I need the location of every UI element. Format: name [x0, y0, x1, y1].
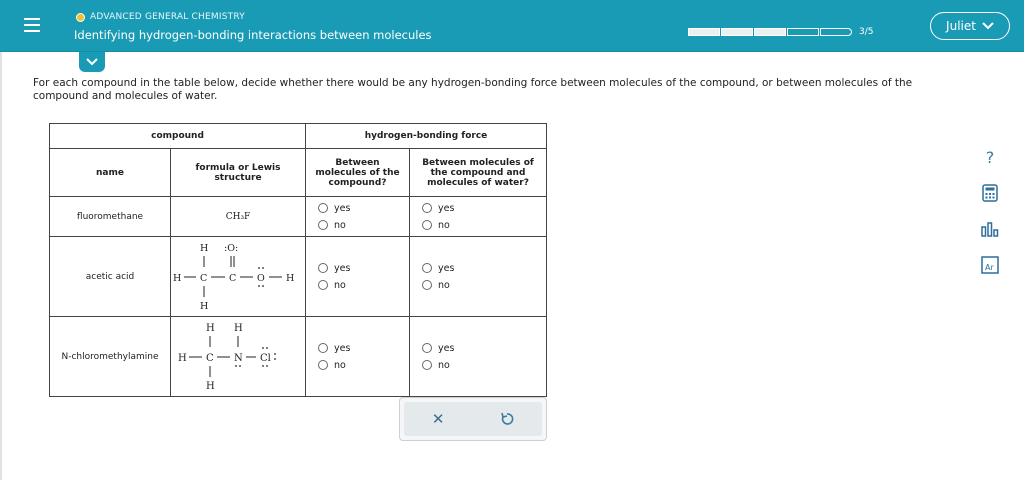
- top-bar: [0, 0, 1024, 52]
- radio-label: yes: [334, 262, 351, 274]
- radio-circle-icon: [422, 203, 432, 213]
- svg-text:N: N: [234, 353, 243, 364]
- radio-circle-icon: [318, 343, 328, 353]
- table-row: [50, 197, 547, 237]
- collapse-toggle-button[interactable]: [79, 52, 105, 72]
- yes-radio[interactable]: [318, 260, 409, 277]
- svg-text::O:: :O:: [224, 243, 239, 254]
- no-radio[interactable]: [422, 357, 546, 374]
- progress-segment: [820, 28, 852, 36]
- radio-circle-icon: [318, 220, 328, 230]
- compound-name: fluoromethane: [50, 197, 171, 237]
- radio-label: no: [438, 359, 450, 371]
- svg-text:C: C: [200, 273, 208, 284]
- status-dot-icon: [76, 13, 85, 22]
- radio-label: no: [334, 359, 346, 371]
- radio-circle-icon: [318, 203, 328, 213]
- svg-text:H: H: [286, 273, 295, 284]
- acetic-acid-lewis-structure: [173, 237, 303, 313]
- course-category: [76, 12, 245, 22]
- yes-radio[interactable]: [422, 260, 546, 277]
- side-toolbar: [979, 146, 1003, 290]
- x-icon[interactable]: ✕: [431, 410, 445, 428]
- periodic-table-icon[interactable]: [979, 254, 1001, 276]
- between-water-column-header: Between molecules of the compound and molecules of water?: [410, 149, 547, 197]
- no-radio[interactable]: [422, 217, 546, 234]
- table-row: [50, 237, 547, 317]
- formula-column-header: formula or Lewis structure: [171, 149, 306, 197]
- compound-lewis-structure: [171, 317, 306, 397]
- table-row: [50, 317, 547, 397]
- progress-segment: [688, 28, 720, 36]
- answer-action-panel: [399, 397, 547, 441]
- svg-text:H: H: [173, 273, 182, 284]
- no-radio[interactable]: [318, 217, 409, 234]
- yes-radio[interactable]: [318, 340, 409, 357]
- user-menu-button[interactable]: [930, 12, 1010, 40]
- radio-circle-icon: [318, 263, 328, 273]
- svg-text:O: O: [257, 273, 265, 284]
- radio-label: yes: [438, 262, 455, 274]
- course-category-label: ADVANCED GENERAL CHEMISTRY: [90, 12, 245, 22]
- svg-text:Cl: Cl: [260, 353, 271, 364]
- radio-circle-icon: [422, 343, 432, 353]
- compound-table: [49, 123, 547, 397]
- radio-label: no: [438, 279, 450, 291]
- water-answer-cell: [410, 237, 547, 317]
- radio-label: no: [438, 219, 450, 231]
- radio-circle-icon: [318, 360, 328, 370]
- no-radio[interactable]: [318, 277, 409, 294]
- yes-radio[interactable]: [422, 340, 546, 357]
- compound-answer-cell: [306, 197, 410, 237]
- svg-text:C: C: [229, 273, 237, 284]
- svg-text:Ar: Ar: [985, 263, 994, 272]
- compound-lewis-structure: [171, 237, 306, 317]
- no-radio[interactable]: [318, 357, 409, 374]
- svg-text:H: H: [234, 323, 243, 334]
- calculator-icon[interactable]: [979, 182, 1001, 204]
- menu-icon[interactable]: [24, 18, 40, 34]
- progress-bar: [688, 27, 873, 37]
- radio-label: no: [334, 279, 346, 291]
- chevron-down-icon: [982, 22, 994, 30]
- compound-answer-cell: [306, 317, 410, 397]
- radio-label: no: [334, 219, 346, 231]
- between-compound-column-header: Between molecules of the compound?: [306, 149, 410, 197]
- radio-circle-icon: [422, 280, 432, 290]
- radio-label: yes: [334, 342, 351, 354]
- compound-name: N-chloromethylamine: [50, 317, 171, 397]
- water-answer-cell: [410, 317, 547, 397]
- compound-group-header: compound: [50, 124, 306, 149]
- compound-answer-cell: [306, 237, 410, 317]
- compound-formula: CH₃F: [171, 197, 306, 237]
- radio-circle-icon: [422, 360, 432, 370]
- yes-radio[interactable]: [318, 200, 409, 217]
- name-column-header: name: [50, 149, 171, 197]
- radio-circle-icon: [422, 263, 432, 273]
- radio-circle-icon: [318, 280, 328, 290]
- compound-name: acetic acid: [50, 237, 171, 317]
- radio-circle-icon: [422, 220, 432, 230]
- chart-icon[interactable]: [979, 218, 1001, 240]
- lesson-title: Identifying hydrogen-bonding interactions between molecules: [74, 28, 432, 42]
- water-answer-cell: [410, 197, 547, 237]
- svg-text:H: H: [178, 353, 187, 364]
- instructions-text: For each compound in the table below, decide whether there would be any hydrogen-bonding force between molecules of the compound, or between molecules of the compound and molecules of water.: [33, 77, 913, 102]
- svg-text:H: H: [200, 301, 209, 312]
- progress-segment: [721, 28, 753, 36]
- no-radio[interactable]: [422, 277, 546, 294]
- radio-label: yes: [438, 202, 455, 214]
- svg-text:H: H: [206, 323, 215, 334]
- help-icon[interactable]: ?: [985, 147, 995, 167]
- radio-label: yes: [438, 342, 455, 354]
- svg-text:H: H: [206, 381, 215, 392]
- svg-text:H: H: [200, 243, 209, 254]
- chevron-down-icon: [86, 58, 98, 66]
- yes-radio[interactable]: [422, 200, 546, 217]
- progress-segment: [787, 28, 819, 36]
- force-group-header: hydrogen-bonding force: [306, 124, 547, 149]
- progress-count: 3/5: [859, 27, 874, 37]
- radio-label: yes: [334, 202, 351, 214]
- progress-segment: [754, 28, 786, 36]
- svg-text:C: C: [206, 353, 214, 364]
- n-chloromethylamine-lewis-structure: [178, 317, 298, 393]
- answer-action-bar: [404, 402, 542, 436]
- undo-icon[interactable]: [500, 412, 514, 426]
- left-divider: [0, 52, 2, 480]
- user-name: Juliet: [946, 19, 976, 33]
